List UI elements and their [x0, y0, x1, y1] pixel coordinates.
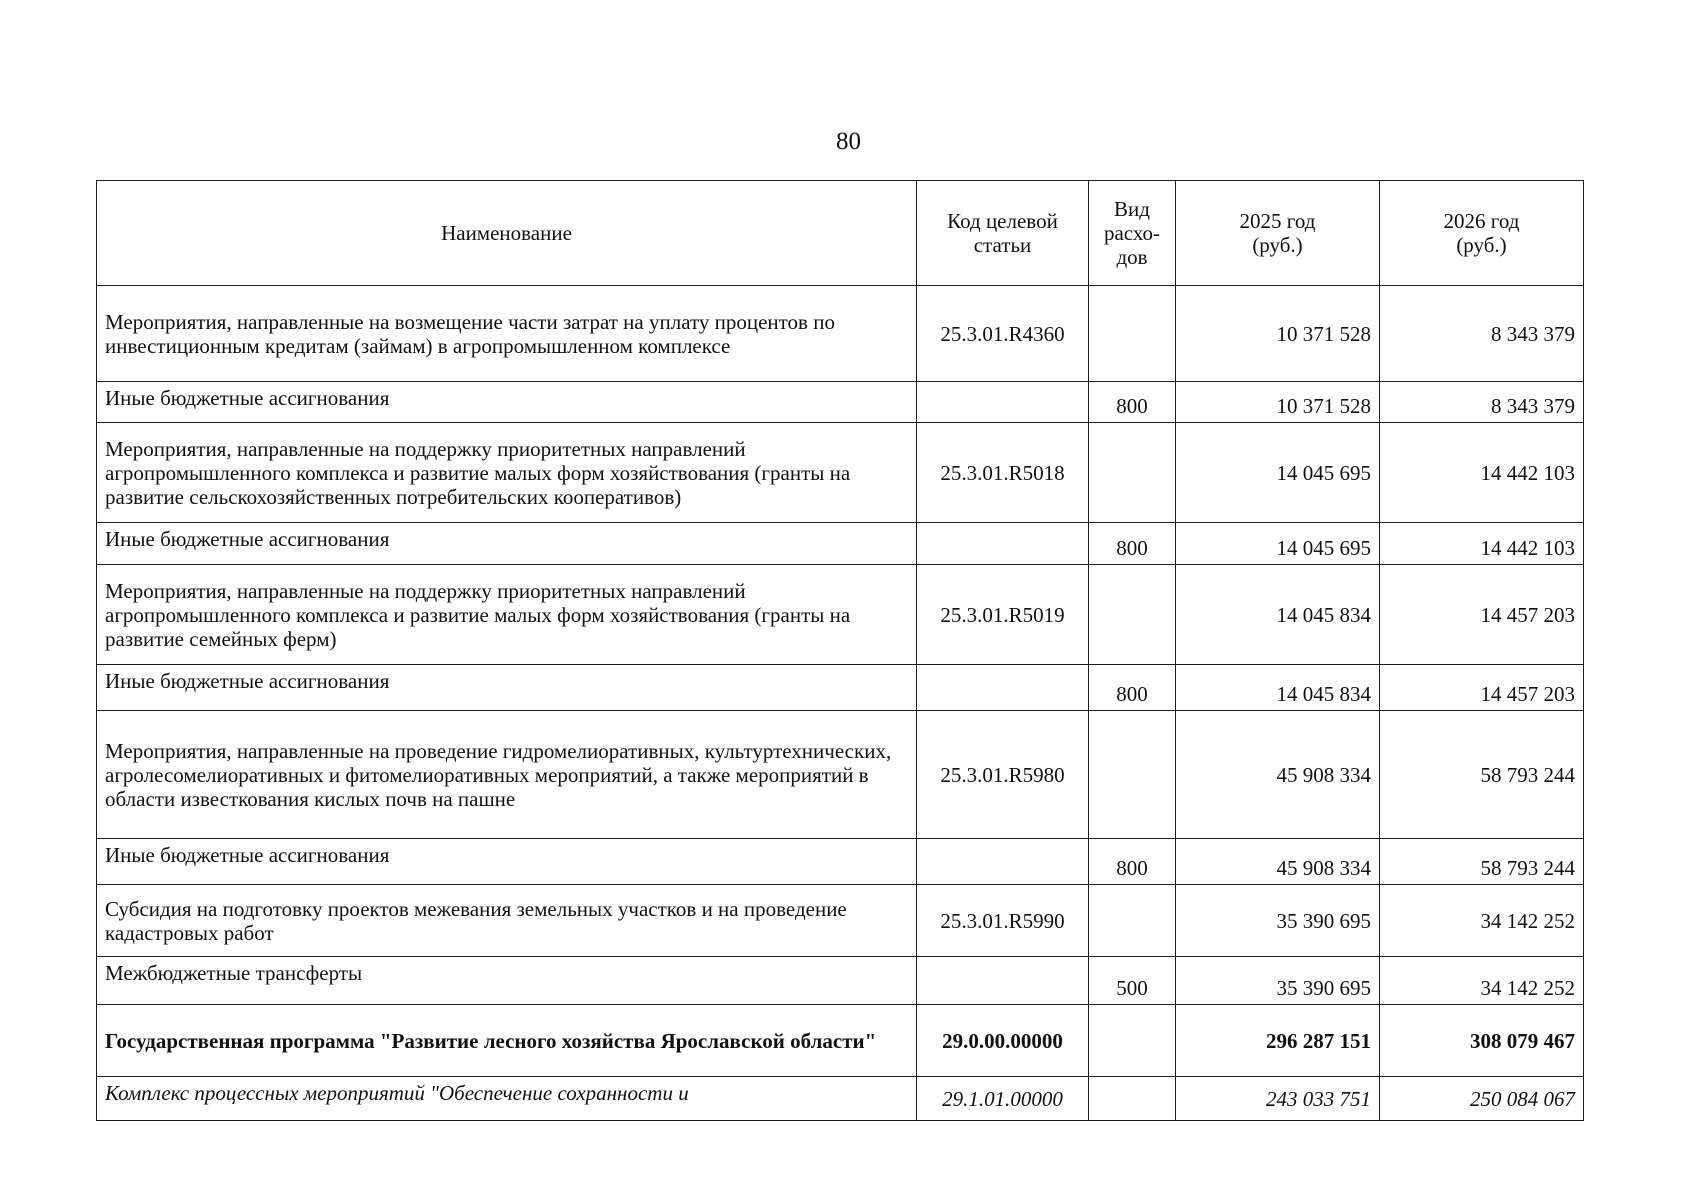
row-2026: 14 442 103	[1380, 523, 1584, 565]
row-code: 25.3.01.R5019	[917, 565, 1089, 665]
row-code: 29.1.01.00000	[917, 1077, 1089, 1121]
table-row	[97, 711, 1584, 839]
header-name: Наименование	[97, 181, 917, 286]
row-2025: 14 045 695	[1176, 423, 1380, 523]
row-2026: 58 793 244	[1380, 711, 1584, 839]
budget-table	[96, 180, 1584, 1121]
row-2025: 243 033 751	[1176, 1077, 1380, 1121]
row-code	[917, 382, 1089, 423]
row-name: Иные бюджетные ассигнования	[97, 523, 917, 565]
row-name: Мероприятия, направленные на проведение гидромелиоративных, культуртехнических, агролесомелиоративных и фитомелиоративных мероприятий, а также мероприятий в области известкования кислых почв на пашне	[97, 711, 917, 839]
row-type	[1089, 1077, 1176, 1121]
row-2025: 10 371 528	[1176, 286, 1380, 382]
row-code: 29.0.00.00000	[917, 1005, 1089, 1077]
row-name: Межбюджетные трансферты	[97, 957, 917, 1005]
row-name: Мероприятия, направленные на поддержку приоритетных направлений агропромышленного комплекса и развитие малых форм хозяйствования (гранты на развитие сельскохозяйственных потребительских кооперативов)	[97, 423, 917, 523]
row-type: 800	[1089, 523, 1176, 565]
row-2025: 45 908 334	[1176, 711, 1380, 839]
row-2026: 8 343 379	[1380, 286, 1584, 382]
row-name: Иные бюджетные ассигнования	[97, 382, 917, 423]
row-type: 500	[1089, 957, 1176, 1005]
row-code	[917, 839, 1089, 885]
row-code: 25.3.01.R5990	[917, 885, 1089, 957]
row-2025: 14 045 695	[1176, 523, 1380, 565]
row-2025: 14 045 834	[1176, 665, 1380, 711]
page-number: 80	[836, 128, 861, 155]
row-2025: 35 390 695	[1176, 957, 1380, 1005]
row-type: 800	[1089, 839, 1176, 885]
row-name: Мероприятия, направленные на поддержку приоритетных направлений агропромышленного комплекса и развитие малых форм хозяйствования (гранты на развитие семейных ферм)	[97, 565, 917, 665]
row-2026: 34 142 252	[1380, 885, 1584, 957]
table-row	[97, 286, 1584, 382]
row-2026: 8 343 379	[1380, 382, 1584, 423]
row-code: 25.3.01.R5980	[917, 711, 1089, 839]
row-type	[1089, 565, 1176, 665]
row-name: Субсидия на подготовку проектов межевания земельных участков и на проведение кадастровых работ	[97, 885, 917, 957]
row-type	[1089, 885, 1176, 957]
header-expense-type: Вид расхо- дов	[1089, 181, 1176, 286]
row-type	[1089, 711, 1176, 839]
row-2025: 45 908 334	[1176, 839, 1380, 885]
table-row	[97, 957, 1584, 1005]
table-row	[97, 839, 1584, 885]
row-2026: 34 142 252	[1380, 957, 1584, 1005]
row-2025: 14 045 834	[1176, 565, 1380, 665]
row-code	[917, 665, 1089, 711]
table-row	[97, 1077, 1584, 1121]
row-code	[917, 957, 1089, 1005]
table-row	[97, 1005, 1584, 1077]
row-2025: 10 371 528	[1176, 382, 1380, 423]
row-2026: 14 442 103	[1380, 423, 1584, 523]
table-row	[97, 885, 1584, 957]
row-name: Иные бюджетные ассигнования	[97, 665, 917, 711]
row-name: Иные бюджетные ассигнования	[97, 839, 917, 885]
row-2025: 35 390 695	[1176, 885, 1380, 957]
row-2026: 58 793 244	[1380, 839, 1584, 885]
header-2025: 2025 год (руб.)	[1176, 181, 1380, 286]
row-type: 800	[1089, 382, 1176, 423]
row-type: 800	[1089, 665, 1176, 711]
table-header-row	[97, 181, 1584, 286]
row-type	[1089, 423, 1176, 523]
table-row	[97, 423, 1584, 523]
row-2026: 250 084 067	[1380, 1077, 1584, 1121]
row-2025: 296 287 151	[1176, 1005, 1380, 1077]
table-row	[97, 665, 1584, 711]
row-name: Комплекс процессных мероприятий "Обеспечение сохранности и	[97, 1077, 917, 1121]
row-2026: 14 457 203	[1380, 565, 1584, 665]
header-2026: 2026 год (руб.)	[1380, 181, 1584, 286]
row-2026: 308 079 467	[1380, 1005, 1584, 1077]
row-2026: 14 457 203	[1380, 665, 1584, 711]
row-type	[1089, 286, 1176, 382]
row-code	[917, 523, 1089, 565]
table-row	[97, 382, 1584, 423]
row-name: Государственная программа "Развитие лесного хозяйства Ярославской области"	[97, 1005, 917, 1077]
table-row	[97, 565, 1584, 665]
header-code: Код целевой статьи	[917, 181, 1089, 286]
row-code: 25.3.01.R4360	[917, 286, 1089, 382]
row-name: Мероприятия, направленные на возмещение части затрат на уплату процентов по инвестиционным кредитам (займам) в агропромышленном комплексе	[97, 286, 917, 382]
table-row	[97, 523, 1584, 565]
row-type	[1089, 1005, 1176, 1077]
row-code: 25.3.01.R5018	[917, 423, 1089, 523]
